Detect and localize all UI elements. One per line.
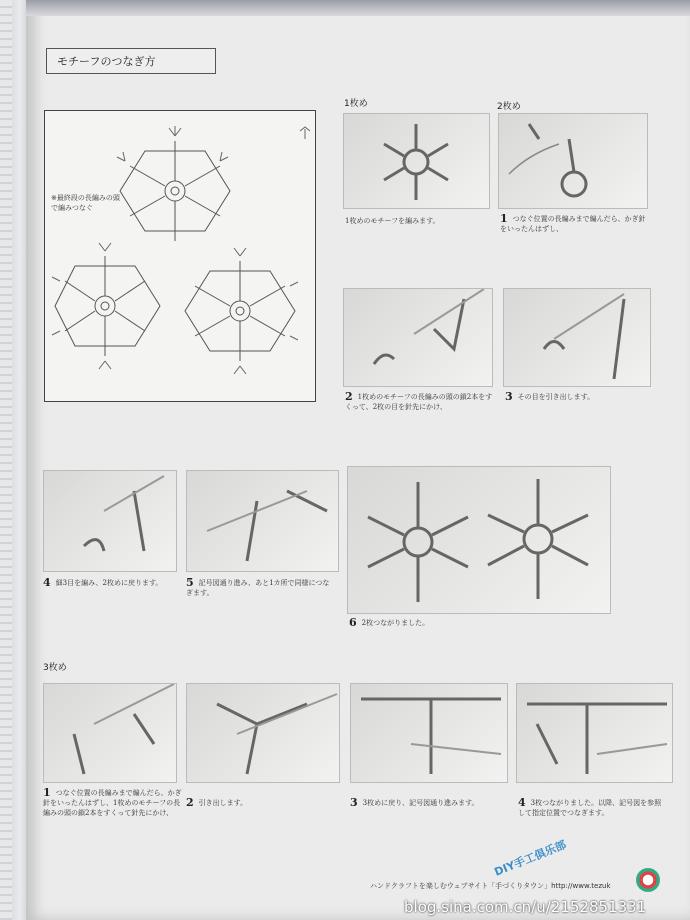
- motif-top-center: [120, 141, 230, 241]
- photo-step4: [43, 470, 177, 572]
- caption-step1: 1 つなぐ位置の長編みまで編んだら、かぎ針をいったんはずし、: [500, 212, 646, 233]
- caption-third-step3: 3 3枚めに戻り、記号図通り進みます。: [350, 796, 479, 809]
- label-third: 3枚め: [43, 663, 67, 673]
- caption-first-sheet: 1枚めのモチーフを編みます。: [345, 217, 440, 225]
- photo-third-step2: [186, 683, 340, 783]
- blog-url: blog.sina.com.cn/u/2152851331: [404, 898, 647, 916]
- crochet-diagram: [44, 110, 316, 402]
- section-title: モチーフのつなぎ方: [57, 55, 156, 68]
- caption-third-step4: 4 3枚つながりました。以降、記号図を参照して指定位置でつなぎます。: [518, 796, 662, 817]
- caption-third-step1: 1 つなぐ位置の長編みまで編んだら、かぎ針をいったんはずし、1枚めのモチーフの長編みの頭の鎖2本をすくって針先にかけ、: [43, 786, 182, 817]
- photo-step5: [186, 470, 339, 572]
- label-first: 1枚め: [344, 99, 368, 109]
- motif-chart: [45, 111, 315, 401]
- label-second: 2枚め: [497, 102, 521, 112]
- photo-third-step1: [43, 683, 177, 783]
- page-top-shadow: [26, 0, 690, 16]
- watermark: DIY手工俱乐部: [492, 838, 569, 879]
- photo-third-step4: [516, 683, 673, 783]
- caption-step6: 6 2枚つながりました。: [349, 616, 430, 629]
- caption-step5: 5 記号図通り進み、あと1カ所で同様につなぎます。: [186, 576, 330, 597]
- photo-step6: [347, 466, 611, 614]
- motif-left: [55, 256, 160, 356]
- section-title-box: [46, 48, 216, 74]
- caption-step2: 2 1枚めのモチーフの長編みの頭の鎖2本をすくって、2枚の目を針先にかけ、: [345, 390, 493, 411]
- watermark-logo-icon: [636, 868, 660, 892]
- photo-step3: [503, 288, 651, 387]
- diagram-note: ※最終段の長編みの頭で編みつなぐ: [51, 194, 120, 212]
- photo-third-step3: [350, 683, 508, 783]
- caption-step3: 3 その目を引き出します。: [505, 390, 595, 403]
- photo-second-step1: [498, 113, 648, 209]
- caption-step4: 4 細3目を編み、2枚めに戻ります。: [43, 576, 163, 589]
- photo-first-motif: [343, 113, 490, 209]
- motif-right: [185, 261, 295, 361]
- caption-third-step2: 2 引き出します。: [186, 796, 248, 809]
- photo-step2: [343, 288, 493, 387]
- page-footer: ハンドクラフトを楽しむウェブサイト「手づくりタウン」http://www.tezuk: [370, 882, 611, 890]
